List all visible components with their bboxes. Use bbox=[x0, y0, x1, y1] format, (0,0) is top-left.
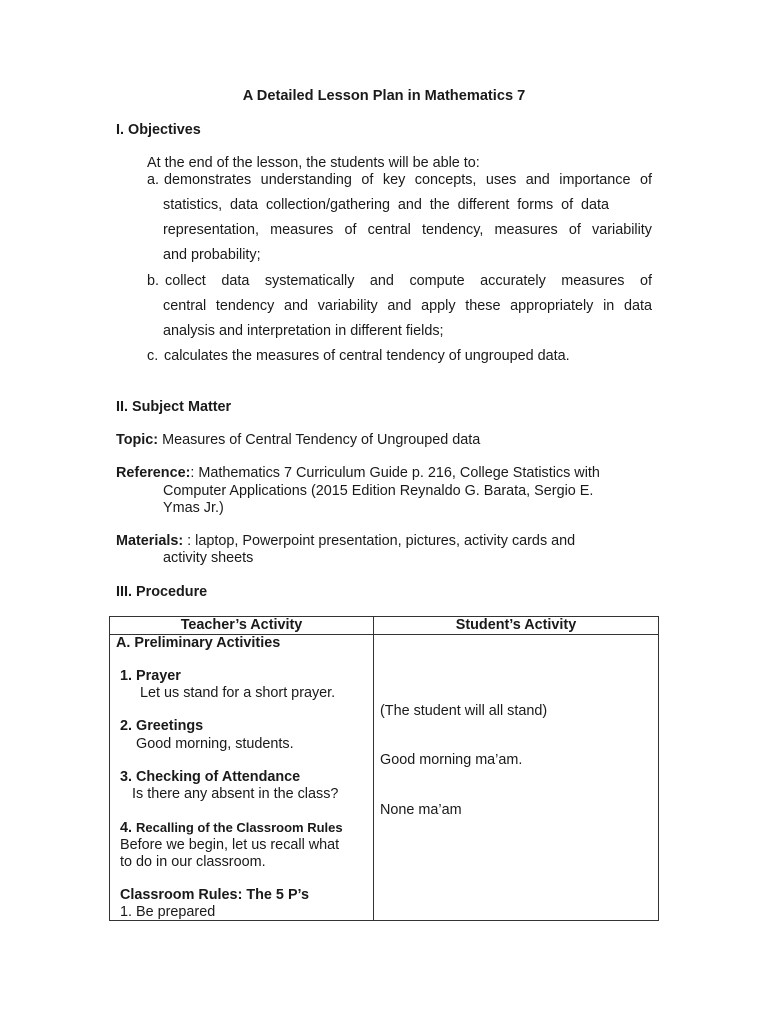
greetings-text: Good morning, students. bbox=[136, 736, 294, 752]
document-title: A Detailed Lesson Plan in Mathematics 7 bbox=[242, 88, 526, 104]
objective-a-marker: a. bbox=[147, 172, 160, 188]
preliminary-activities-heading: A. Preliminary Activities bbox=[116, 635, 281, 651]
prayer-label: 1. Prayer bbox=[120, 668, 181, 684]
prayer-response: (The student will all stand) bbox=[380, 703, 548, 719]
table-header-row bbox=[110, 617, 659, 635]
objective-a-line: representation, measures of central tendency, measures of variability bbox=[163, 222, 652, 238]
rules-text: Before we begin, let us recall what bbox=[120, 837, 340, 853]
materials-text: : laptop, Powerpoint presentation, pictures, activity cards and bbox=[183, 533, 576, 549]
objective-a-line: and probability; bbox=[163, 247, 261, 263]
reference-text: Ymas Jr.) bbox=[163, 500, 224, 516]
reference-text: Computer Applications (2015 Edition Reynaldo G. Barata, Sergio E. bbox=[163, 483, 594, 499]
objectives-heading: I. Objectives bbox=[116, 122, 201, 138]
materials-text: activity sheets bbox=[163, 550, 254, 566]
teacher-activity-cell bbox=[110, 635, 374, 921]
five-ps-heading: Classroom Rules: The 5 P’s bbox=[120, 887, 310, 903]
objective-b-line: collect data systematically and compute accurately measures of bbox=[165, 273, 652, 289]
reference-text: : Mathematics 7 Curriculum Guide p. 216, College Statistics with bbox=[190, 465, 600, 481]
objective-b-marker: b. bbox=[147, 273, 160, 289]
teacher-activity-header: Teacher’s Activity bbox=[110, 617, 374, 635]
attendance-response: None ma’am bbox=[380, 802, 462, 818]
greetings-response: Good morning ma’am. bbox=[380, 752, 523, 768]
materials-row bbox=[116, 533, 575, 549]
objectives-intro: At the end of the lesson, the students will be able to: bbox=[147, 155, 480, 171]
prayer-text: Let us stand for a short prayer. bbox=[140, 685, 336, 701]
greetings-label: 2. Greetings bbox=[120, 718, 204, 734]
topic-row bbox=[116, 432, 480, 448]
attendance-label: 3. Checking of Attendance bbox=[120, 769, 301, 785]
objective-c-marker: c. bbox=[147, 348, 159, 364]
rules-number: 4. bbox=[120, 820, 133, 836]
subject-matter-heading: II. Subject Matter bbox=[116, 399, 232, 415]
objective-a-line: demonstrates understanding of key concepts, uses and importance of bbox=[164, 172, 652, 188]
rules-text: to do in our classroom. bbox=[120, 854, 266, 870]
rules-heading bbox=[120, 820, 343, 836]
topic-label: Topic: bbox=[116, 432, 159, 448]
rules-label: Recalling of the Classroom Rules bbox=[136, 820, 343, 835]
objective-b-line: central tendency and variability and apply these appropriately in data bbox=[163, 298, 652, 314]
procedure-table bbox=[109, 616, 659, 921]
reference-row bbox=[116, 465, 600, 481]
materials-label: Materials: bbox=[116, 533, 184, 549]
attendance-text: Is there any absent in the class? bbox=[132, 786, 339, 802]
rule-item: 1. Be prepared bbox=[120, 904, 216, 920]
topic-value: Measures of Central Tendency of Ungrouped data bbox=[162, 432, 481, 448]
table-row bbox=[110, 635, 659, 921]
objective-c-line: calculates the measures of central tendency of ungrouped data. bbox=[164, 348, 570, 364]
objective-a-line: statistics, data collection/gathering and the different forms of data bbox=[163, 197, 609, 213]
student-activity-header: Student’s Activity bbox=[374, 617, 659, 635]
objective-b-line: analysis and interpretation in different fields; bbox=[163, 323, 444, 339]
student-activity-cell bbox=[374, 635, 659, 921]
reference-label: Reference: bbox=[116, 465, 191, 481]
procedure-heading: III. Procedure bbox=[116, 584, 208, 600]
